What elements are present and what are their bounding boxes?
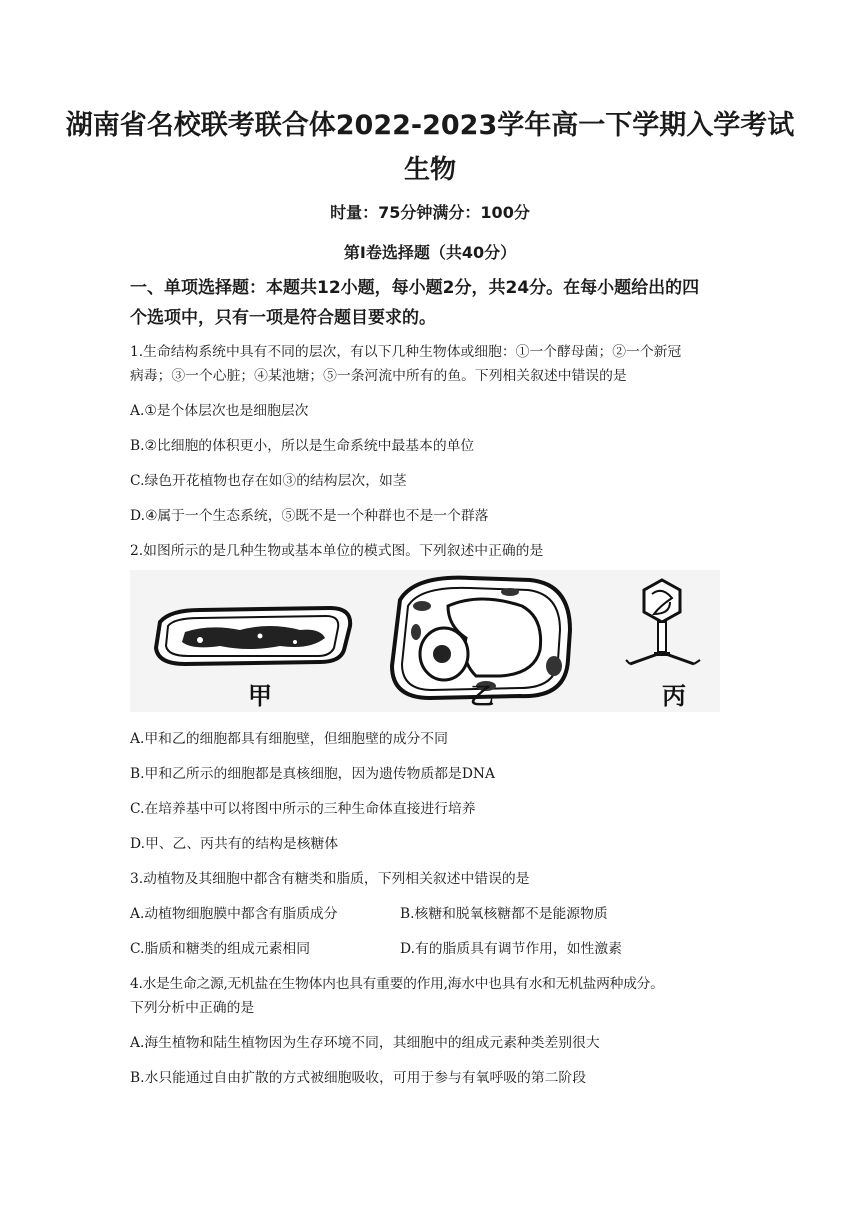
bacterium-drawing [156, 608, 350, 664]
q2-figure [130, 570, 720, 712]
q1-option-d: D.④属于一个生态系统，⑤既不是一个种群也不是一个群落 [130, 508, 489, 524]
q4-stem-line2: 下列分析中正确的是 [130, 1000, 255, 1016]
q1-option-c: C.绿色开花植物也存在如③的结构层次，如茎 [130, 473, 407, 489]
q1-option-a: A.①是个体层次也是细胞层次 [130, 403, 309, 419]
part-heading: 第Ⅰ卷选择题（共40分） [343, 243, 517, 262]
figure-label-jia: 甲 [248, 682, 272, 710]
q3-option-c: C.脂质和糖类的组成元素相同 [130, 941, 311, 957]
q2-option-a: A.甲和乙的细胞都具有细胞壁，但细胞壁的成分不同 [130, 731, 448, 747]
q4-stem-line1: 4.水是生命之源,无机盐在生物体内也具有重要的作用,海水中也具有水和无机盐两种成分。 [130, 976, 664, 992]
figure-label-yi: 乙 [470, 682, 494, 710]
q3-option-b: B.核糖和脱氧核糖都不是能源物质 [400, 906, 608, 922]
q1-option-b: B.②比细胞的体积更小，所以是生命系统中最基本的单位 [130, 438, 475, 454]
phage-drawing [626, 580, 700, 664]
q2-stem: 2.如图所示的是几种生物或基本单位的模式图。下列叙述中正确的是 [130, 543, 544, 559]
q2-option-d: D.甲、乙、丙共有的结构是核糖体 [130, 836, 339, 852]
cell-diagram [130, 570, 720, 712]
q2-option-c: C.在培养基中可以将图中所示的三种生命体直接进行培养 [130, 801, 476, 817]
q4-option-b: B.水只能通过自由扩散的方式被细胞吸收，可用于参与有氧呼吸的第二阶段 [130, 1070, 587, 1086]
section-heading [130, 273, 740, 333]
q3-option-d: D.有的脂质具有调节作用，如性激素 [400, 941, 622, 957]
q2-option-b: B.甲和乙所示的细胞都是真核细胞，因为遗传物质都是DNA [130, 766, 495, 782]
figure-label-bing: 丙 [662, 682, 686, 710]
subject-title: 生物 [403, 155, 456, 185]
section-heading-line2: 个选项中，只有一项是符合题目要求的。 [130, 308, 436, 328]
q1-stem-line2: 病毒；③一个心脏；④某池塘；⑤一条河流中所有的鱼。下列相关叙述中错误的是 [130, 368, 627, 384]
exam-title: 湖南省名校联考联合体2022-2023学年高一下学期入学考试 [65, 110, 795, 141]
q3-stem: 3.动植物及其细胞中都含有糖类和脂质，下列相关叙述中错误的是 [130, 871, 530, 887]
time-info: 时量：75分钟满分：100分 [330, 203, 530, 222]
q3-option-a: A.动植物细胞膜中都含有脂质成分 [130, 906, 338, 922]
section-heading-line1: 一、单项选择题：本题共12小题，每小题2分，共24分。在每小题给出的四 [130, 278, 700, 298]
q1-stem-line1: 1.生命结构系统中具有不同的层次，有以下几种生物体或细胞：①一个酵母菌；②一个新冠 [130, 344, 682, 360]
q4-option-a: A.海生植物和陆生植物因为生存环境不同，其细胞中的组成元素种类差别很大 [130, 1035, 600, 1051]
